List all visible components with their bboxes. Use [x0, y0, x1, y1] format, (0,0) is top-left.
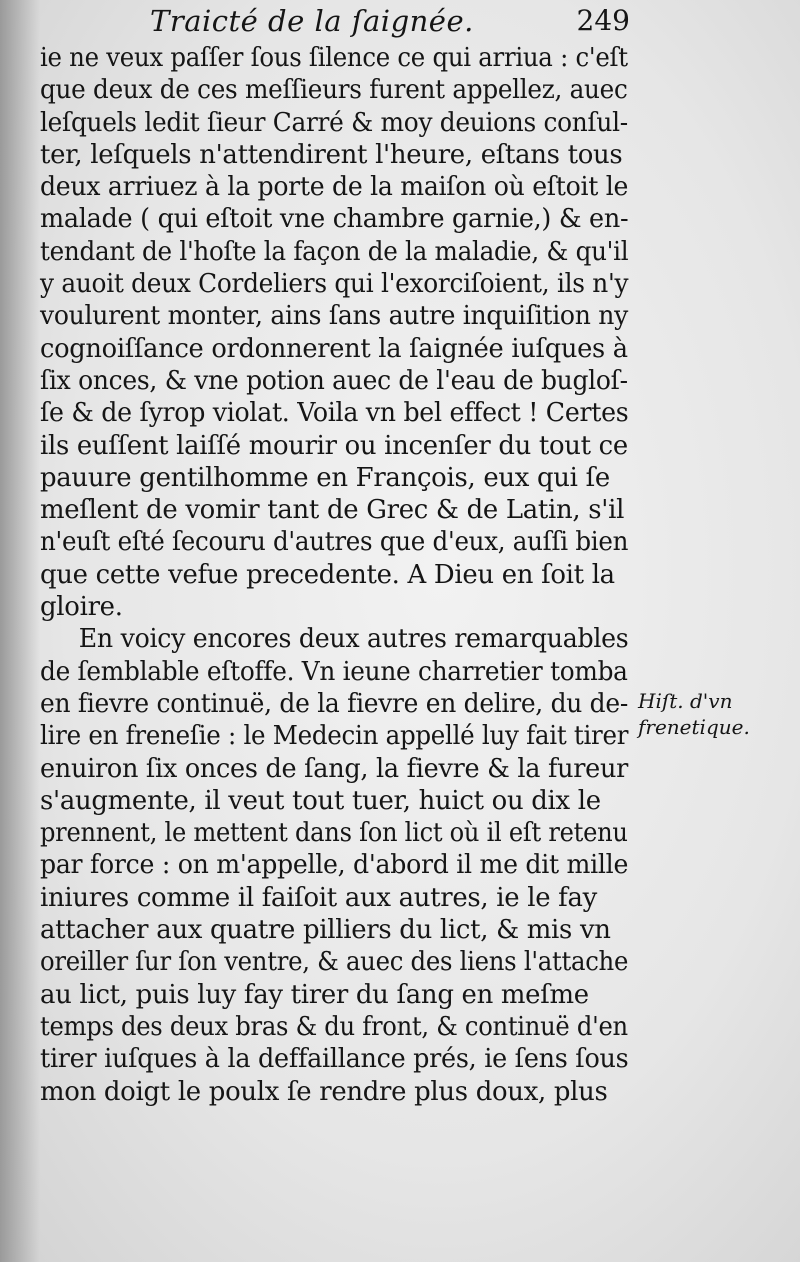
text-line: lire en freneſie : le Medecin appellé luy fait tirer: [40, 721, 629, 752]
body-text: [40, 42, 630, 1108]
text-line: cognoiſſance ordonnerent la ſaignée iuſques à: [40, 333, 628, 364]
margin-note: [638, 688, 798, 740]
text-line: En voicy encores deux autres remarquables: [78, 624, 629, 655]
text-line: ter, leſquels n'attendirent l'heure, eſtans tous: [40, 139, 623, 170]
text-line: leſquels ledit ſieur Carré & moy deuions conſul-: [40, 107, 628, 138]
text-line: y auoit deux Cordeliers qui l'exorciſoient, ils n'y: [40, 269, 629, 300]
text-line: ie ne veux paſſer ſous ſilence ce qui arriua : c'eſt: [40, 43, 628, 73]
text-line: que cette vefue precedente. A Dieu en ſoit la: [40, 559, 615, 590]
text-line: prennent, le mettent dans ſon lict où il eſt retenu: [40, 818, 628, 849]
text-line: temps des deux bras & du front, & continuë d'en: [40, 1011, 628, 1042]
text-line: par force : on m'appelle, d'abord il me dit mille: [40, 850, 629, 881]
text-line: tendant de l'hoſte la façon de la maladie, & qu'il: [40, 236, 629, 267]
margin-note-line: Hiſt. d'vn: [638, 689, 733, 713]
page-header: [150, 4, 630, 46]
text-line: au lict, puis luy fay tirer du ſang en meſme: [40, 979, 589, 1010]
text-line: deux arriuez à la porte de la maiſon où eſtoit le: [40, 172, 629, 203]
gutter-shadow: [0, 0, 40, 1262]
text-line: en fievre continuë, de la fievre en delire, du de-: [40, 688, 628, 719]
text-line: oreiller ſur ſon ventre, & auec des liens l'attache: [40, 947, 629, 978]
text-line: pauure gentilhomme en François, eux qui ſe: [40, 462, 610, 493]
text-line: de ſemblable eſtoffe. Vn ieune charretier tomba: [40, 656, 628, 687]
text-line: que deux de ces meſſieurs furent appellez, auec: [40, 75, 628, 106]
page-number: 249: [576, 4, 630, 37]
text-line: attacher aux quatre pilliers du lict, & mis vn: [40, 915, 611, 946]
text-line: tirer iuſques à la deffaillance prés, ie ſens ſous: [40, 1044, 629, 1075]
running-head: Traicté de la ſaignée.: [150, 4, 474, 38]
text-line: ſe & de ſyrop violat. Voila vn bel effect ! Certes: [40, 398, 629, 429]
margin-note-line: frenetique.: [638, 715, 750, 739]
text-line: gloire.: [40, 592, 123, 623]
paragraph-1: [40, 42, 630, 623]
text-line: enuiron ſix onces de ſang, la fievre & la fureur: [40, 753, 629, 784]
text-line: s'augmente, il veut tout tuer, huict ou dix le: [40, 785, 601, 816]
show-through-bleed: [690, 340, 800, 368]
text-line: mon doigt le poulx ſe rendre plus doux, plus: [40, 1076, 608, 1107]
text-line: meſlent de vomir tant de Grec & de Latin, s'il: [40, 495, 625, 526]
text-line: ils euſſent laiſſé mourir ou incenſer du tout ce: [40, 430, 628, 461]
text-line: ſix onces, & vne potion auec de l'eau de bugloſ-: [40, 365, 628, 396]
paragraph-2: [40, 623, 630, 1107]
text-line: malade ( qui eſtoit vne chambre garnie,) & en-: [40, 204, 629, 235]
text-line: voulurent monter, ains ſans autre inquiſition ny: [40, 301, 628, 332]
text-line: n'euſt eſté ſecouru d'autres que d'eux, auſſi bien: [40, 527, 629, 558]
text-line: iniures comme il faiſoit aux autres, ie le fay: [40, 882, 597, 913]
